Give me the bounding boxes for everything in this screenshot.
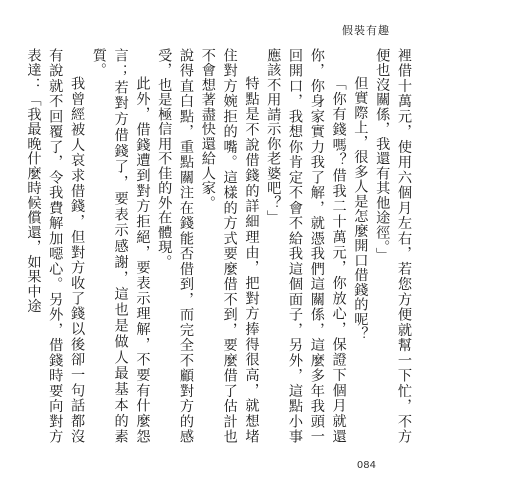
paragraph: 此外，借錢遭到對方拒絕，要表示理解，不要有什麼怨言；若對方借錢了，要表示感謝，這也是做人最基本的素質。 bbox=[90, 48, 151, 444]
paragraph: 特點是不說借錢的詳細理由，把對方捧得很高，就想堵住對方婉拒的嘴。這樣的方式要麼借不到，要麼借了估計也不會想著盡快還給人家。 bbox=[199, 48, 260, 444]
body-text bbox=[25, 48, 414, 444]
paragraph: 但實際上，很多人是怎麼開口借錢的呢？ bbox=[352, 76, 369, 342]
paragraph: 裡借十萬元，使用六個月左右，若您方便就幫一下忙，不方便也沒關係，我還有其他途徑。」 bbox=[374, 48, 412, 444]
paragraph: 說得直白點，重點關注在錢能否借到，而完全不顧對方的感受，也是極信用不佳的外在體現。 bbox=[156, 48, 195, 444]
paragraph: 我曾經被人哀求借錢，但對方收了錢以後卻一句話都沒有說就不回覆了，令我費解加噁心。另外，借錢時要向對方表達：「我最晚什麼時候償還，如果中途 bbox=[25, 48, 86, 444]
paragraph: 「你有錢嗎？借我二十萬元，你放心，保證下個月就還你，你身家實力我了解，就憑我們這關係，這麼多年我頭一回開口，我想你肯定不會不給我這個面子，另外，這點小事應該不用請示你老婆吧？」 bbox=[265, 48, 347, 444]
running-header: 假裝有趣 bbox=[342, 24, 390, 37]
page-number: 084 bbox=[356, 460, 376, 471]
